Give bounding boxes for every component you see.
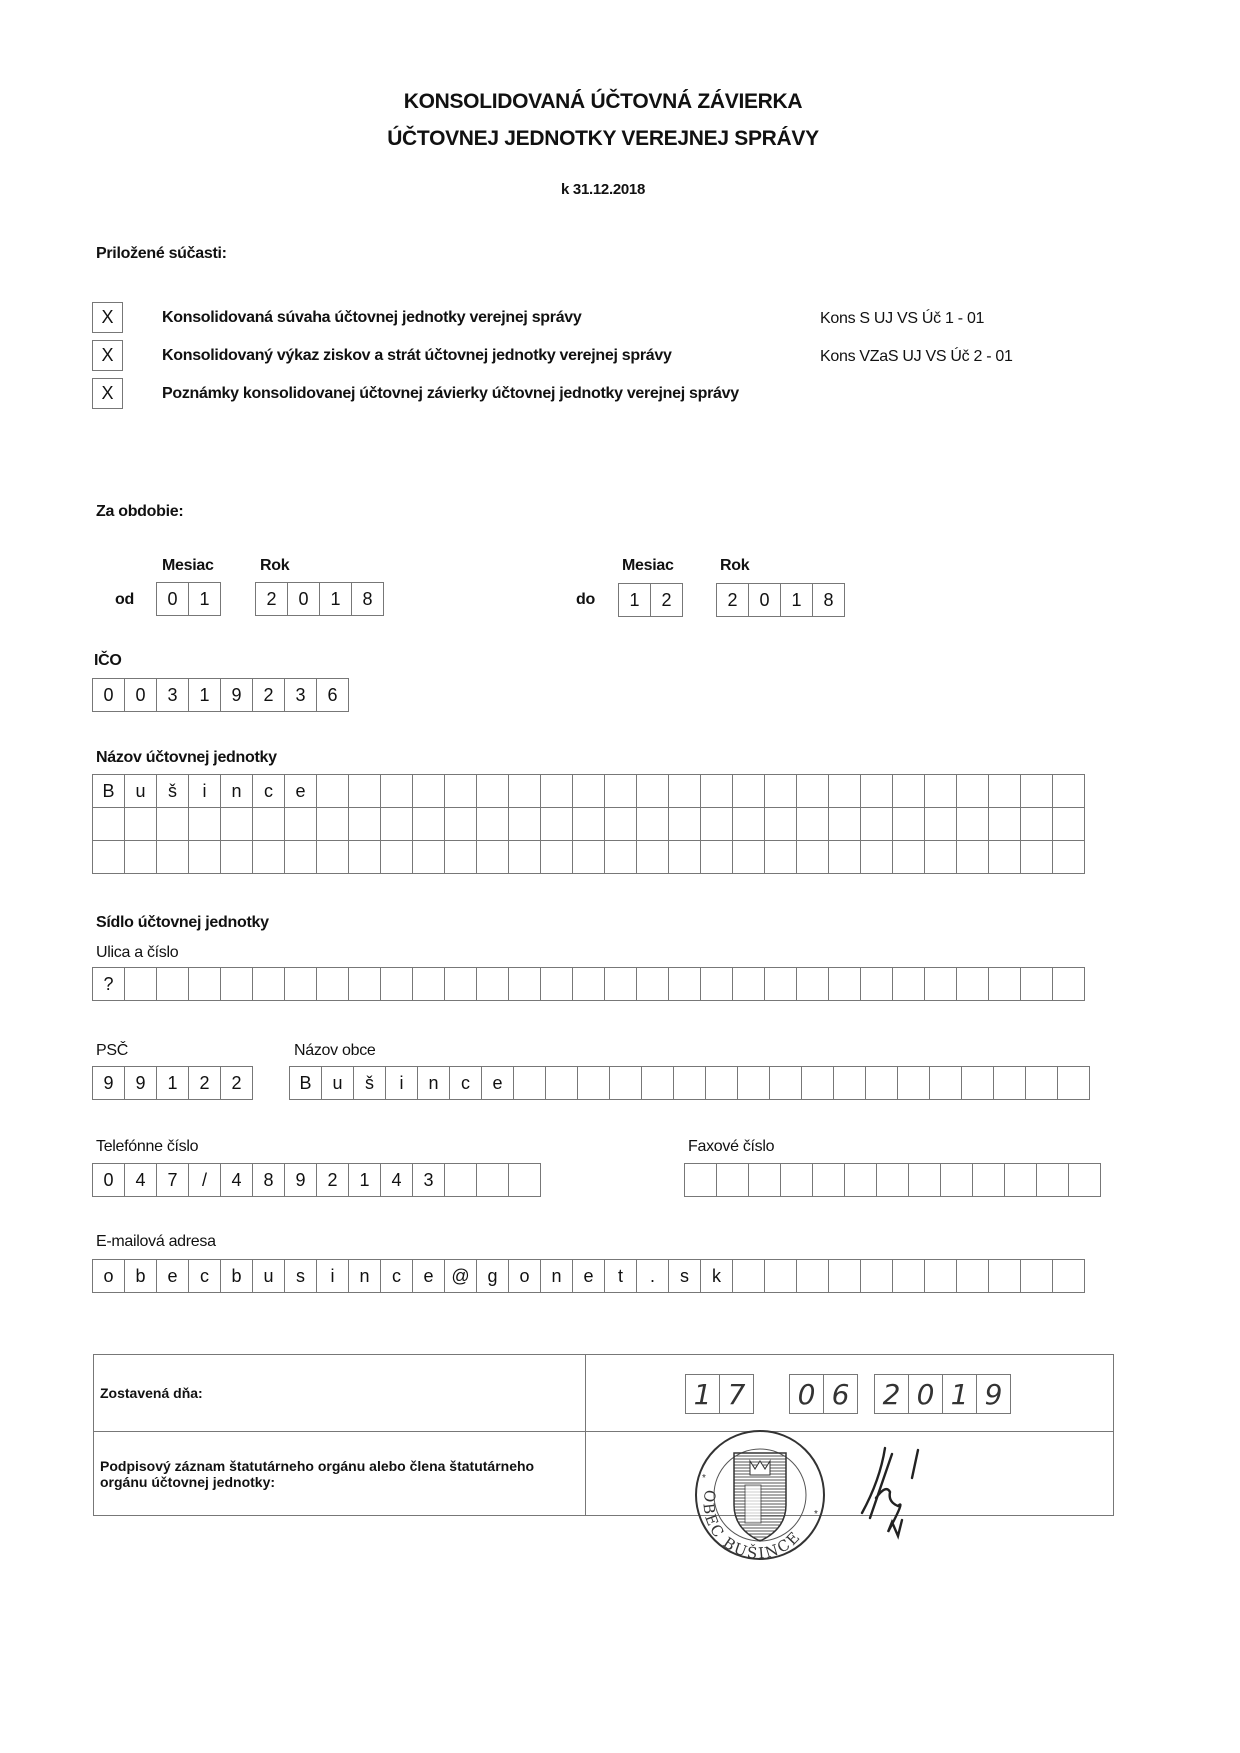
char-cell[interactable] [989,1260,1021,1292]
char-cell[interactable]: i [317,1260,349,1292]
street-field[interactable] [92,967,1085,1001]
char-cell[interactable] [669,841,701,873]
char-cell[interactable]: 6 [317,679,349,711]
name-field[interactable] [92,774,1085,874]
char-cell[interactable]: / [189,1164,221,1196]
svg-text:*: * [702,1473,706,1484]
char-cell[interactable] [413,841,445,873]
compiled-day-field[interactable] [685,1374,754,1414]
char-cell[interactable]: 9 [285,1164,317,1196]
char-cell[interactable] [898,1067,930,1099]
char-cell[interactable] [925,968,957,1000]
char-cell[interactable] [637,808,669,840]
char-cell[interactable] [706,1067,738,1099]
char-cell[interactable]: b [125,1260,157,1292]
char-cell[interactable] [477,808,509,840]
char-cell[interactable] [445,841,477,873]
char-cell[interactable]: n [541,1260,573,1292]
char-cell[interactable] [477,968,509,1000]
char-cell[interactable] [989,775,1021,807]
char-cell[interactable]: 4 [125,1164,157,1196]
char-cell[interactable] [797,808,829,840]
char-cell[interactable] [1053,968,1085,1000]
ico-label: IČO [94,652,122,669]
fax-field[interactable] [684,1163,1101,1197]
char-cell[interactable] [189,968,221,1000]
char-cell[interactable]: k [701,1260,733,1292]
char-cell[interactable] [642,1067,674,1099]
char-cell[interactable] [957,968,989,1000]
char-cell[interactable] [930,1067,962,1099]
char-cell[interactable] [733,1260,765,1292]
char-cell[interactable] [845,1164,877,1196]
char-cell[interactable]: 0 [93,1164,125,1196]
char-cell[interactable] [381,968,413,1000]
char-cell[interactable] [973,1164,1005,1196]
attachments-label: Priložené súčasti: [96,245,227,262]
char-cell[interactable] [829,1260,861,1292]
char-cell[interactable] [797,841,829,873]
to-year-label: Rok [720,557,750,574]
char-cell[interactable] [893,775,925,807]
field-row [93,775,1085,808]
char-cell[interactable] [893,1260,925,1292]
char-cell[interactable]: e [285,775,317,807]
to-label: do [576,591,595,608]
field-row [93,841,1085,873]
char-cell[interactable]: 3 [285,679,317,711]
attachment-item-1: Konsolidovaná súvaha účtovnej jednotky verejnej správy [162,309,582,326]
attachment-code-2: Kons VZaS UJ VS Úč 2 - 01 [820,348,1013,365]
from-year-label: Rok [260,557,290,574]
char-cell[interactable]: š [157,775,189,807]
char-cell[interactable] [381,775,413,807]
char-cell[interactable] [253,968,285,1000]
char-cell[interactable] [509,968,541,1000]
char-cell[interactable] [861,968,893,1000]
char-cell[interactable]: n [221,775,253,807]
char-cell[interactable] [610,1067,642,1099]
char-cell[interactable]: e [482,1067,514,1099]
char-cell[interactable]: u [125,775,157,807]
char-cell[interactable] [541,775,573,807]
period-label: Za obdobie: [96,503,184,520]
char-cell[interactable]: o [509,1260,541,1292]
char-cell[interactable] [605,968,637,1000]
char-cell[interactable]: 0 [749,584,781,616]
char-cell[interactable]: g [477,1260,509,1292]
from-month-label: Mesiac [162,557,214,574]
attachment-item-3: Poznámky konsolidovanej účtovnej závierky účtovnej jednotky verejnej správy [162,385,739,402]
char-cell[interactable] [349,808,381,840]
official-stamp [690,1425,830,1565]
char-cell[interactable]: i [189,775,221,807]
char-cell[interactable] [925,775,957,807]
char-cell[interactable]: b [221,1260,253,1292]
char-cell[interactable] [989,808,1021,840]
char-cell[interactable] [749,1164,781,1196]
char-cell[interactable] [189,808,221,840]
char-cell[interactable] [861,808,893,840]
char-cell[interactable] [317,808,349,840]
char-cell[interactable]: c [189,1260,221,1292]
char-cell[interactable]: 1 [943,1375,977,1413]
to-year-field[interactable] [716,583,845,617]
psc-field[interactable] [92,1066,253,1100]
char-cell[interactable] [509,841,541,873]
char-cell[interactable] [578,1067,610,1099]
char-cell[interactable] [413,775,445,807]
char-cell[interactable]: n [349,1260,381,1292]
char-cell[interactable]: e [157,1260,189,1292]
char-cell[interactable] [957,841,989,873]
phone-label: Telefónne číslo [96,1138,199,1155]
char-cell[interactable] [1053,1260,1085,1292]
char-cell[interactable] [573,808,605,840]
char-cell[interactable] [541,841,573,873]
char-cell[interactable]: 2 [875,1375,909,1413]
char-cell[interactable] [573,775,605,807]
char-cell[interactable] [941,1164,973,1196]
char-cell[interactable]: 2 [651,584,683,616]
char-cell[interactable] [765,775,797,807]
char-cell[interactable] [221,841,253,873]
char-cell[interactable] [1053,775,1085,807]
char-cell[interactable] [93,808,125,840]
char-cell[interactable]: 0 [790,1375,824,1413]
char-cell[interactable] [834,1067,866,1099]
to-month-field[interactable] [618,583,683,617]
char-cell[interactable]: 1 [189,679,221,711]
name-label: Názov účtovnej jednotky [96,749,277,766]
seat-label: Sídlo účtovnej jednotky [96,914,269,931]
char-cell[interactable] [925,841,957,873]
char-cell[interactable] [445,968,477,1000]
char-cell[interactable]: 7 [157,1164,189,1196]
char-cell[interactable]: 4 [221,1164,253,1196]
char-cell[interactable] [893,841,925,873]
char-cell[interactable] [509,1164,541,1196]
char-cell[interactable] [738,1067,770,1099]
char-cell[interactable] [541,968,573,1000]
char-cell[interactable] [989,968,1021,1000]
char-cell[interactable] [866,1067,898,1099]
char-cell[interactable] [381,808,413,840]
char-cell[interactable] [477,841,509,873]
char-cell[interactable] [1021,808,1053,840]
char-cell[interactable] [541,808,573,840]
char-cell[interactable] [1005,1164,1037,1196]
char-cell[interactable] [802,1067,834,1099]
char-cell[interactable] [893,968,925,1000]
char-cell[interactable]: 1 [686,1375,720,1413]
char-cell[interactable]: 1 [320,583,352,615]
char-cell[interactable] [733,808,765,840]
char-cell[interactable] [253,808,285,840]
char-cell[interactable] [413,968,445,1000]
attachment-checkbox-1[interactable]: X [92,302,123,333]
char-cell[interactable] [701,808,733,840]
char-cell[interactable] [813,1164,845,1196]
char-cell[interactable]: c [450,1067,482,1099]
email-label: E-mailová adresa [96,1233,216,1250]
char-cell[interactable]: 3 [413,1164,445,1196]
char-cell[interactable]: 1 [157,1067,189,1099]
char-cell[interactable] [765,968,797,1000]
char-cell[interactable] [1026,1067,1058,1099]
title-line-1: KONSOLIDOVANÁ ÚČTOVNÁ ZÁVIERKA [403,90,803,113]
char-cell[interactable]: c [381,1260,413,1292]
char-cell[interactable] [925,1260,957,1292]
title-line-2: ÚČTOVNEJ JEDNOTKY VEREJNEJ SPRÁVY [387,127,819,150]
char-cell[interactable]: 6 [824,1375,858,1413]
char-cell[interactable] [317,841,349,873]
char-cell[interactable] [797,968,829,1000]
char-cell[interactable] [605,775,637,807]
char-cell[interactable] [157,968,189,1000]
char-cell[interactable]: 9 [93,1067,125,1099]
char-cell[interactable] [477,775,509,807]
char-cell[interactable]: 8 [813,584,845,616]
char-cell[interactable] [1021,841,1053,873]
signature-label: Podpisový záznam štatutárneho orgánu alebo člena štatutárneho orgánu účtovnej jednotky: [94,1432,586,1516]
char-cell[interactable] [861,841,893,873]
char-cell[interactable] [861,1260,893,1292]
from-month-field[interactable] [156,582,221,616]
char-cell[interactable]: n [418,1067,450,1099]
char-cell[interactable]: 1 [189,583,221,615]
char-cell[interactable] [765,841,797,873]
char-cell[interactable]: i [386,1067,418,1099]
char-cell[interactable] [509,808,541,840]
char-cell[interactable] [157,841,189,873]
char-cell[interactable] [93,841,125,873]
char-cell[interactable]: t [605,1260,637,1292]
char-cell[interactable]: 9 [977,1375,1011,1413]
char-cell[interactable] [349,841,381,873]
char-cell[interactable] [701,775,733,807]
char-cell[interactable]: 0 [909,1375,943,1413]
char-cell[interactable] [637,968,669,1000]
char-cell[interactable] [717,1164,749,1196]
char-cell[interactable] [349,968,381,1000]
psc-label: PSČ [96,1042,128,1059]
char-cell[interactable]: s [285,1260,317,1292]
char-cell[interactable]: ? [93,968,125,1000]
compiled-year-field[interactable] [874,1374,1011,1414]
to-month-label: Mesiac [622,557,674,574]
char-cell[interactable]: o [93,1260,125,1292]
attachment-code-1: Kons S UJ VS Úč 1 - 01 [820,310,985,327]
char-cell[interactable]: e [413,1260,445,1292]
char-cell[interactable] [285,841,317,873]
char-cell[interactable] [573,968,605,1000]
char-cell[interactable] [413,808,445,840]
char-cell[interactable] [957,808,989,840]
char-cell[interactable]: s [669,1260,701,1292]
fax-label: Faxové číslo [688,1138,775,1155]
char-cell[interactable]: 0 [93,679,125,711]
char-cell[interactable] [674,1067,706,1099]
char-cell[interactable] [861,775,893,807]
char-cell[interactable] [1037,1164,1069,1196]
char-cell[interactable] [1069,1164,1101,1196]
char-cell[interactable]: 2 [253,679,285,711]
char-cell[interactable] [669,808,701,840]
char-cell[interactable]: 8 [352,583,384,615]
city-field[interactable] [289,1066,1090,1100]
char-cell[interactable] [1021,775,1053,807]
char-cell[interactable] [829,775,861,807]
char-cell[interactable]: 3 [157,679,189,711]
street-label: Ulica a číslo [96,944,179,961]
char-cell[interactable]: u [253,1260,285,1292]
char-cell[interactable]: 9 [125,1067,157,1099]
char-cell[interactable]: 2 [256,583,288,615]
char-cell[interactable] [669,775,701,807]
ico-field[interactable] [92,678,349,712]
char-cell[interactable]: 1 [619,584,651,616]
char-cell[interactable]: š [354,1067,386,1099]
char-cell[interactable] [733,968,765,1000]
char-cell[interactable] [125,968,157,1000]
attachment-item-2: Konsolidovaný výkaz ziskov a strát účtovnej jednotky verejnej správy [162,347,672,364]
char-cell[interactable] [797,1260,829,1292]
attachment-checkbox-2[interactable]: X [92,340,123,371]
email-field[interactable] [92,1259,1085,1293]
city-label: Názov obce [294,1042,376,1059]
char-cell[interactable] [445,775,477,807]
char-cell[interactable]: 2 [317,1164,349,1196]
char-cell[interactable]: @ [445,1260,477,1292]
char-cell[interactable] [765,808,797,840]
char-cell[interactable] [733,841,765,873]
char-cell[interactable] [349,775,381,807]
char-cell[interactable] [605,808,637,840]
char-cell[interactable] [189,841,221,873]
char-cell[interactable] [514,1067,546,1099]
char-cell[interactable] [637,775,669,807]
char-cell[interactable] [781,1164,813,1196]
char-cell[interactable] [1053,841,1085,873]
char-cell[interactable] [285,968,317,1000]
char-cell[interactable]: c [253,775,285,807]
char-cell[interactable]: 9 [221,679,253,711]
from-label: od [115,591,134,608]
char-cell[interactable] [509,775,541,807]
char-cell[interactable] [925,808,957,840]
char-cell[interactable]: 4 [381,1164,413,1196]
char-cell[interactable] [1053,808,1085,840]
char-cell[interactable] [317,968,349,1000]
char-cell[interactable] [669,968,701,1000]
svg-text:*: * [814,1509,818,1520]
attachment-checkbox-3[interactable]: X [92,378,123,409]
char-cell[interactable] [253,841,285,873]
char-cell[interactable] [1021,968,1053,1000]
char-cell[interactable] [797,775,829,807]
char-cell[interactable] [765,1260,797,1292]
char-cell[interactable] [221,968,253,1000]
char-cell[interactable] [1058,1067,1090,1099]
char-cell[interactable]: u [322,1067,354,1099]
char-cell[interactable] [125,841,157,873]
char-cell[interactable] [477,1164,509,1196]
char-cell[interactable]: 1 [349,1164,381,1196]
char-cell[interactable]: 2 [717,584,749,616]
char-cell[interactable] [546,1067,578,1099]
char-cell[interactable] [157,808,189,840]
char-cell[interactable] [770,1067,802,1099]
report-date: k 31.12.2018 [561,181,645,198]
char-cell[interactable]: 7 [720,1375,754,1413]
char-cell[interactable] [125,808,157,840]
char-cell[interactable]: 0 [157,583,189,615]
char-cell[interactable] [829,841,861,873]
compiled-month-field[interactable] [789,1374,858,1414]
char-cell[interactable] [605,841,637,873]
char-cell[interactable] [994,1067,1026,1099]
char-cell[interactable] [909,1164,941,1196]
phone-field[interactable] [92,1163,541,1197]
char-cell[interactable]: 8 [253,1164,285,1196]
char-cell[interactable]: 1 [781,584,813,616]
from-year-field[interactable] [255,582,384,616]
char-cell[interactable] [285,808,317,840]
char-cell[interactable]: . [637,1260,669,1292]
char-cell[interactable] [573,841,605,873]
char-cell[interactable] [445,1164,477,1196]
char-cell[interactable] [957,1260,989,1292]
char-cell[interactable]: e [573,1260,605,1292]
handwritten-signature [840,1440,970,1560]
char-cell[interactable]: 2 [189,1067,221,1099]
char-cell[interactable] [893,808,925,840]
char-cell[interactable] [829,808,861,840]
char-cell[interactable]: 2 [221,1067,253,1099]
char-cell[interactable] [445,808,477,840]
char-cell[interactable] [701,841,733,873]
field-row [93,808,1085,841]
char-cell[interactable] [962,1067,994,1099]
char-cell[interactable] [637,841,669,873]
char-cell[interactable] [829,968,861,1000]
char-cell[interactable]: B [93,775,125,807]
char-cell[interactable]: 0 [288,583,320,615]
char-cell[interactable] [877,1164,909,1196]
char-cell[interactable] [381,841,413,873]
char-cell[interactable] [733,775,765,807]
compiled-label: Zostavená dňa: [94,1355,586,1432]
char-cell[interactable] [701,968,733,1000]
char-cell[interactable] [957,775,989,807]
char-cell[interactable] [989,841,1021,873]
stamp-text: OBEC BUŠINCE [699,1488,805,1563]
char-cell[interactable]: B [290,1067,322,1099]
char-cell[interactable] [221,808,253,840]
char-cell[interactable] [685,1164,717,1196]
char-cell[interactable] [1021,1260,1053,1292]
char-cell[interactable] [317,775,349,807]
char-cell[interactable]: 0 [125,679,157,711]
